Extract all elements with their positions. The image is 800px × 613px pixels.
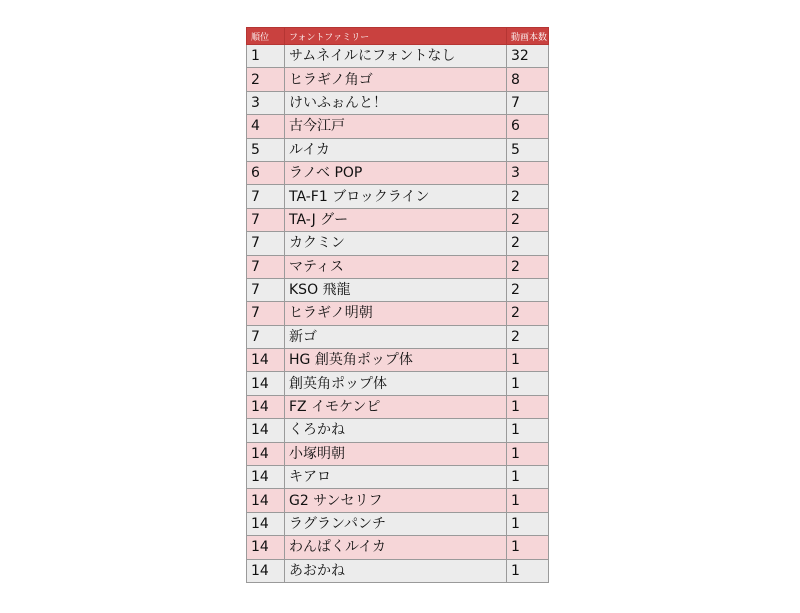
font-family-cell: ルイカ — [285, 138, 507, 161]
table-row — [247, 302, 549, 325]
table-row — [247, 255, 549, 278]
table-row — [247, 138, 549, 161]
video-count-cell: 1 — [507, 489, 549, 512]
rank-cell: 7 — [247, 325, 285, 348]
video-count-cell: 8 — [507, 68, 549, 91]
rank-cell: 14 — [247, 512, 285, 535]
table-row — [247, 372, 549, 395]
video-count-cell: 1 — [507, 419, 549, 442]
table-row — [247, 91, 549, 114]
font-family-cell: くろかね — [285, 419, 507, 442]
video-count-cell: 1 — [507, 349, 549, 372]
video-count-cell: 1 — [507, 372, 549, 395]
table-row — [247, 115, 549, 138]
font-family-cell: HG 創英角ポップ体 — [285, 349, 507, 372]
font-family-cell: TA-J グー — [285, 208, 507, 231]
table-row — [247, 232, 549, 255]
header-row — [247, 28, 549, 45]
rank-cell: 7 — [247, 208, 285, 231]
font-family-cell: ヒラギノ角ゴ — [285, 68, 507, 91]
font-family-cell: サムネイルにフォントなし — [285, 45, 507, 68]
font-family-cell: 創英角ポップ体 — [285, 372, 507, 395]
rank-cell: 14 — [247, 536, 285, 559]
rank-cell: 7 — [247, 278, 285, 301]
table-row — [247, 68, 549, 91]
rank-cell: 14 — [247, 466, 285, 489]
video-count-cell: 6 — [507, 115, 549, 138]
font-family-cell: わんぱくルイカ — [285, 536, 507, 559]
table-row — [247, 442, 549, 465]
video-count-cell: 7 — [507, 91, 549, 114]
table-row — [247, 45, 549, 68]
font-family-cell: 小塚明朝 — [285, 442, 507, 465]
video-count-cell: 2 — [507, 185, 549, 208]
video-count-cell: 5 — [507, 138, 549, 161]
rank-cell: 5 — [247, 138, 285, 161]
video-count-cell: 3 — [507, 161, 549, 184]
table-row — [247, 489, 549, 512]
video-count-cell: 2 — [507, 302, 549, 325]
table-row — [247, 536, 549, 559]
table-row — [247, 395, 549, 418]
rank-cell: 14 — [247, 489, 285, 512]
table-row — [247, 559, 549, 582]
video-count-cell: 1 — [507, 536, 549, 559]
font-family-cell: ヒラギノ明朝 — [285, 302, 507, 325]
rank-cell: 14 — [247, 372, 285, 395]
rank-cell: 7 — [247, 232, 285, 255]
font-ranking-table-container — [246, 27, 548, 583]
video-count-cell: 2 — [507, 278, 549, 301]
rank-cell: 14 — [247, 419, 285, 442]
table-row — [247, 208, 549, 231]
font-family-cell: G2 サンセリフ — [285, 489, 507, 512]
table-body — [247, 45, 549, 583]
video-count-cell: 1 — [507, 466, 549, 489]
rank-cell: 7 — [247, 302, 285, 325]
font-family-cell: TA-F1 ブロックライン — [285, 185, 507, 208]
table-row — [247, 161, 549, 184]
table-row — [247, 185, 549, 208]
font-family-cell: 古今江戸 — [285, 115, 507, 138]
video-count-cell: 1 — [507, 395, 549, 418]
table-row — [247, 466, 549, 489]
rank-cell: 4 — [247, 115, 285, 138]
video-count-cell: 1 — [507, 559, 549, 582]
table-row — [247, 349, 549, 372]
rank-cell: 7 — [247, 185, 285, 208]
rank-cell: 14 — [247, 442, 285, 465]
video-count-cell: 1 — [507, 442, 549, 465]
font-family-cell: キアロ — [285, 466, 507, 489]
font-family-cell: FZ イモケンピ — [285, 395, 507, 418]
rank-cell: 3 — [247, 91, 285, 114]
font-family-cell: マティス — [285, 255, 507, 278]
rank-cell: 14 — [247, 559, 285, 582]
video-count-cell: 2 — [507, 208, 549, 231]
rank-cell: 14 — [247, 349, 285, 372]
table-row — [247, 325, 549, 348]
font-family-cell: カクミン — [285, 232, 507, 255]
rank-cell: 7 — [247, 255, 285, 278]
table-row — [247, 278, 549, 301]
font-family-cell: ラグランパンチ — [285, 512, 507, 535]
table-row — [247, 419, 549, 442]
rank-cell: 6 — [247, 161, 285, 184]
font-family-cell: KSO 飛龍 — [285, 278, 507, 301]
table-row — [247, 512, 549, 535]
font-family-cell: あおかね — [285, 559, 507, 582]
video-count-cell: 1 — [507, 512, 549, 535]
header-video-count: 動画本数 — [507, 28, 549, 45]
video-count-cell: 2 — [507, 255, 549, 278]
rank-cell: 2 — [247, 68, 285, 91]
rank-cell: 1 — [247, 45, 285, 68]
video-count-cell: 2 — [507, 325, 549, 348]
rank-cell: 14 — [247, 395, 285, 418]
table-header — [247, 28, 549, 45]
video-count-cell: 2 — [507, 232, 549, 255]
font-ranking-table — [246, 27, 549, 583]
font-family-cell: 新ゴ — [285, 325, 507, 348]
video-count-cell: 32 — [507, 45, 549, 68]
font-family-cell: けいふぉんと！ — [285, 91, 507, 114]
font-family-cell: ラノベ POP — [285, 161, 507, 184]
header-rank: 順位 — [247, 28, 285, 45]
header-font-family: フォントファミリー — [285, 28, 507, 45]
